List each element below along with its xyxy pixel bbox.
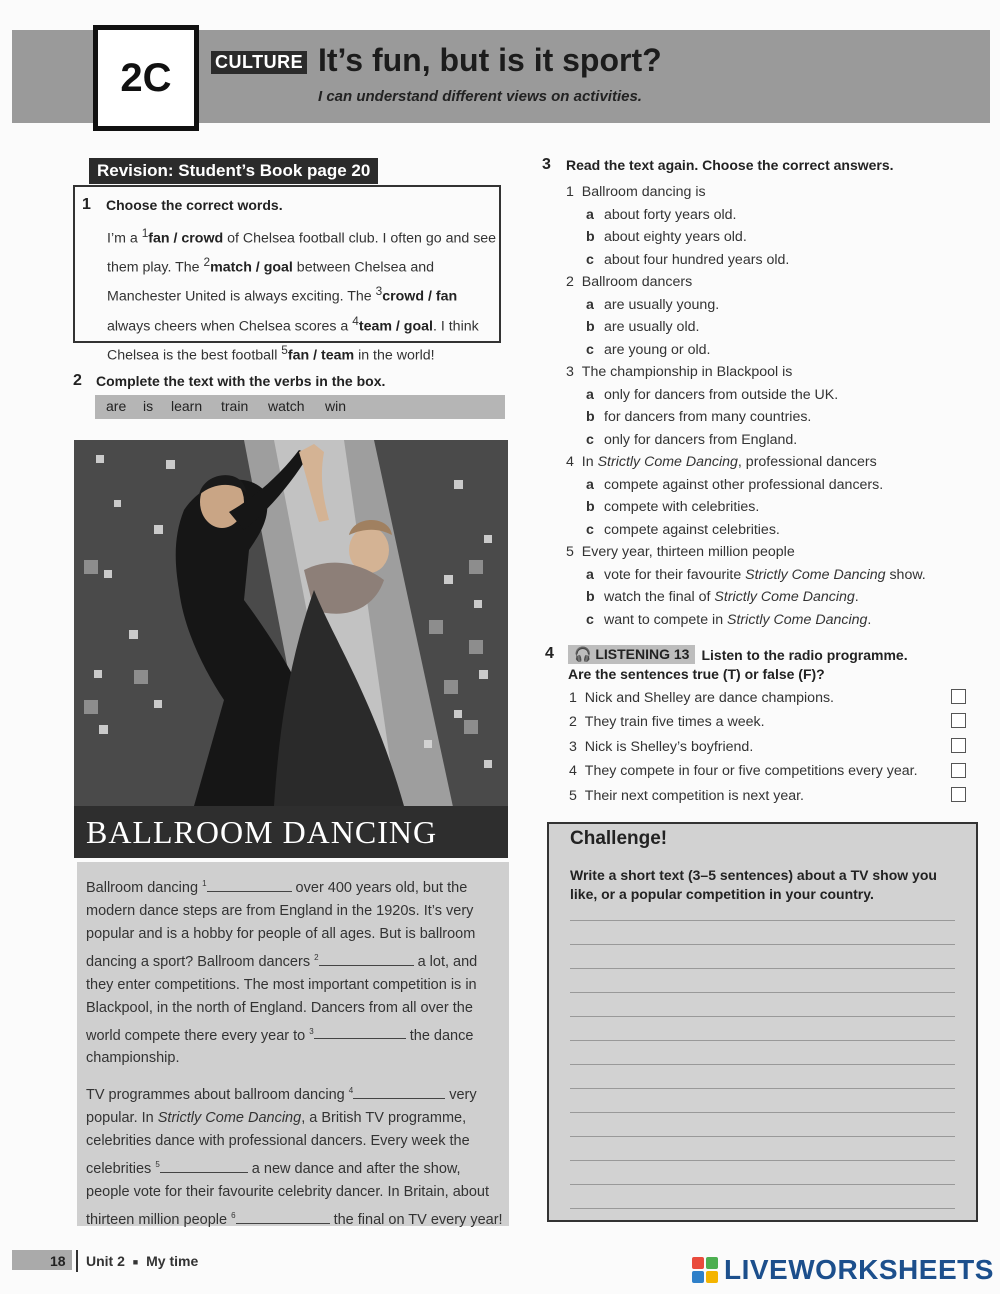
reading-paragraph-2: TV programmes about ballroom dancing $^4$ very popular. In Strictly Come Dancing, a British TV programme, celebrities dance with professional dancers. Every week the celebrities $^5$ a new dance and after the show, people vote for their favourite celebrity dancer. In Britain, about thirteen million people $^6$ the final on TV every year! (86, 1086, 503, 1228)
exercise4-number: 4 (545, 645, 554, 662)
choice-1[interactable]: fan / crowd (148, 230, 224, 247)
page-subtitle: I can understand different views on activities. (318, 88, 642, 105)
q2-option-b[interactable]: b are usually old. (586, 319, 700, 335)
q5-option-b[interactable]: b watch the final of Strictly Come Dancing. (586, 589, 859, 605)
q5-option-a[interactable]: a vote for their favourite Strictly Come Dancing show. (586, 567, 926, 583)
reading-text (86, 872, 504, 1232)
writing-line[interactable] (570, 1136, 955, 1137)
gap-4[interactable] (353, 1086, 445, 1099)
writing-line[interactable] (570, 968, 955, 969)
choice-2[interactable]: match / goal (210, 259, 293, 276)
writing-line[interactable] (570, 1160, 955, 1161)
writing-line[interactable] (570, 1208, 955, 1209)
choice-3[interactable]: crowd / fan (382, 289, 458, 306)
tf-checkbox-4[interactable] (951, 763, 966, 778)
gap-6[interactable] (236, 1211, 330, 1224)
q3-option-c[interactable]: c only for dancers from England. (586, 432, 798, 448)
tf-item-2: 2 They train five times a week. (569, 714, 765, 730)
writing-line[interactable] (570, 1088, 955, 1089)
tf-item-4: 4 They compete in four or five competitions every year. (569, 763, 918, 779)
q1-option-b[interactable]: b about eighty years old. (586, 229, 747, 245)
q3-option-a[interactable]: a only for dancers from outside the UK. (586, 387, 839, 403)
tf-item-1: 1 Nick and Shelley are dance champions. (569, 690, 834, 706)
gap-2[interactable] (319, 953, 414, 966)
q3-stem: 3 The championship in Blackpool is (566, 364, 793, 380)
exercise4-header (568, 645, 908, 664)
writing-line[interactable] (570, 920, 955, 921)
q4-option-c[interactable]: c compete against celebrities. (586, 522, 780, 538)
revision-label: Revision: Student’s Book page 20 (89, 158, 378, 184)
verb-item: win (325, 398, 347, 414)
exercise2-instruction: Complete the text with the verbs in the box. (96, 373, 386, 389)
page-title: It’s fun, but is it sport? (318, 42, 662, 78)
tf-item-5: 5 Their next competition is next year. (569, 788, 805, 804)
page-number: 18 (50, 1253, 66, 1269)
verb-item: are (106, 398, 127, 414)
writing-line[interactable] (570, 992, 955, 993)
exercise1-text: I’m a $^1$fan / crowd of Chelsea football club. I often go and see them play. The $^2$match / goal between Chelsea and Manchester United is always exciting. The $^3$crowd / fan always cheers when Chelsea scores a $^4$team / goal. I think Chelsea is the best football $^5$fan / team in the world! (107, 226, 497, 364)
writing-line[interactable] (570, 1040, 955, 1041)
q5-stem: 5 Every year, thirteen million people (566, 544, 795, 560)
verb-item: train (221, 398, 249, 414)
q1-option-a[interactable]: a about forty years old. (586, 207, 737, 223)
footer-unit: Unit 2 ■ My time (86, 1253, 199, 1269)
gap-1[interactable] (207, 879, 292, 892)
exercise4-instruction-1: Listen to the radio programme. (701, 646, 908, 663)
exercise3-number: 3 (542, 156, 551, 173)
q3-option-b[interactable]: b for dancers from many countries. (586, 409, 812, 425)
q2-stem: 2 Ballroom dancers (566, 274, 693, 290)
liveworksheets-logo[interactable]: LIVEWORKSHEETS (692, 1254, 994, 1286)
q2-option-a[interactable]: a are usually young. (586, 297, 720, 313)
exercise4-instruction-2: Are the sentences true (T) or false (F)? (568, 666, 825, 682)
q2-option-c[interactable]: c are young or old. (586, 342, 711, 358)
exercise3-instruction: Read the text again. Choose the correct answers. (566, 157, 894, 173)
tf-checkbox-1[interactable] (951, 689, 966, 704)
writing-line[interactable] (570, 1064, 955, 1065)
verb-item: watch (268, 398, 305, 414)
culture-tag: CULTURE (211, 51, 307, 74)
q4-option-a[interactable]: a compete against other professional dancers. (586, 477, 884, 493)
choice-4[interactable]: team / goal (358, 318, 433, 335)
choice-5[interactable]: fan / team (287, 347, 355, 364)
challenge-title: Challenge! (570, 828, 668, 849)
verb-item: is (143, 398, 154, 414)
gap-3[interactable] (314, 1026, 406, 1039)
challenge-instruction: Write a short text (3–5 sentences) about a TV show you like, or a popular competition in your country. (570, 867, 937, 902)
writing-line[interactable] (570, 1184, 955, 1185)
liveworksheets-icon (692, 1257, 718, 1283)
writing-line[interactable] (570, 1016, 955, 1017)
tf-item-3: 3 Nick is Shelley’s boyfriend. (569, 739, 754, 755)
verb-box (95, 395, 505, 419)
tf-checkbox-2[interactable] (951, 713, 966, 728)
q5-option-c[interactable]: c want to compete in Strictly Come Dancing. (586, 612, 872, 628)
q4-stem: 4 In Strictly Come Dancing, professional dancers (566, 454, 877, 470)
exercise2-number: 2 (73, 372, 82, 389)
gap-5[interactable] (160, 1160, 248, 1173)
exercise1-number: 1 (82, 196, 91, 213)
writing-line[interactable] (570, 1112, 955, 1113)
q4-option-b[interactable]: b compete with celebrities. (586, 499, 760, 515)
q1-stem: 1 Ballroom dancing is (566, 184, 706, 200)
writing-line[interactable] (570, 944, 955, 945)
tf-checkbox-3[interactable] (951, 738, 966, 753)
unit-code: 2C (93, 25, 199, 131)
article-title: BALLROOM DANCING (74, 806, 508, 858)
reading-paragraph-1: Ballroom dancing $^1$ over 400 years old, but the modern dance steps are from England in the 1920s. It’s very popular and is a hobby for people of all ages. But is ballroom dancing a sport? Ballroom dancers $^2$ a lot, and they enter competitions. The most important competition is in Blackpool, in the north of England. Dancers from all over the world compete there every year to $^3$ the dance championship. (86, 879, 478, 1067)
headphones-icon: 🎧 (574, 646, 592, 662)
ballroom-dancers-photo (74, 440, 508, 858)
exercise1-instruction: Choose the correct words. (106, 197, 283, 213)
tf-checkbox-5[interactable] (951, 787, 966, 802)
listening-tag[interactable]: 🎧 LISTENING 13 (568, 645, 695, 664)
footer-divider (76, 1250, 78, 1272)
q1-option-c[interactable]: c about four hundred years old. (586, 252, 790, 268)
verb-item: learn (171, 398, 203, 414)
